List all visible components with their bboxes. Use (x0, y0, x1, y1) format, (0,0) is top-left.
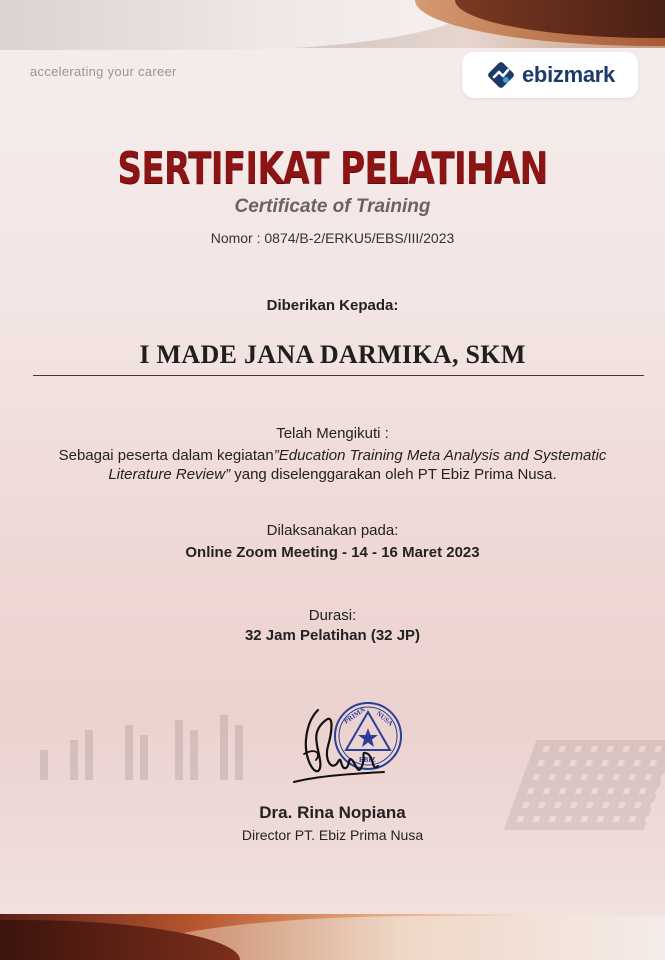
training-description (40, 446, 625, 484)
ebizmark-logo (462, 52, 638, 98)
certificate-number: Nomor : 0874/B-2/ERKU5/EBS/III/2023 (210, 230, 455, 246)
duration-label: Durasi: (308, 607, 357, 624)
handwritten-signature (288, 702, 388, 792)
stamp-text-top: PRIMA (342, 705, 367, 726)
stamp-text-right: NUSA (374, 709, 395, 728)
followed-label: Telah Mengikuti : (276, 425, 389, 442)
description-suffix: yang diselenggarakan oleh PT Ebiz Prima Nusa. (230, 466, 557, 483)
held-value: Online Zoom Meeting - 14 - 16 Maret 2023 (185, 544, 480, 561)
certificate-title: SERTIFIKAT PELATIHAN (117, 143, 548, 194)
background-chart-watermark (30, 690, 330, 790)
description-prefix: Sebagai peserta dalam kegiatan (58, 447, 274, 464)
signer-title: Director PT. Ebiz Prima Nusa (241, 827, 424, 843)
given-to-label: Diberikan Kepada: (266, 297, 399, 314)
duration-value: 32 Jam Pelatihan (32 JP) (244, 627, 421, 644)
stamp-text-bottom: EBIZ (359, 756, 376, 764)
certificate-subtitle: Certificate of Training (234, 196, 431, 217)
held-label: Dilaksanakan pada: (266, 522, 399, 539)
recipient-underline (33, 375, 644, 376)
ebizmark-logo-icon (485, 59, 517, 91)
brand-name: ebizmark (522, 62, 615, 87)
signer-name: Dra. Rina Nopiana (259, 803, 406, 822)
tagline: accelerating your career (30, 64, 177, 79)
event-name: ”Education Training Meta Analysis and Systematic Literature Review” (108, 447, 607, 483)
recipient-name: I MADE JANA DARMIKA, SKM (139, 340, 526, 369)
